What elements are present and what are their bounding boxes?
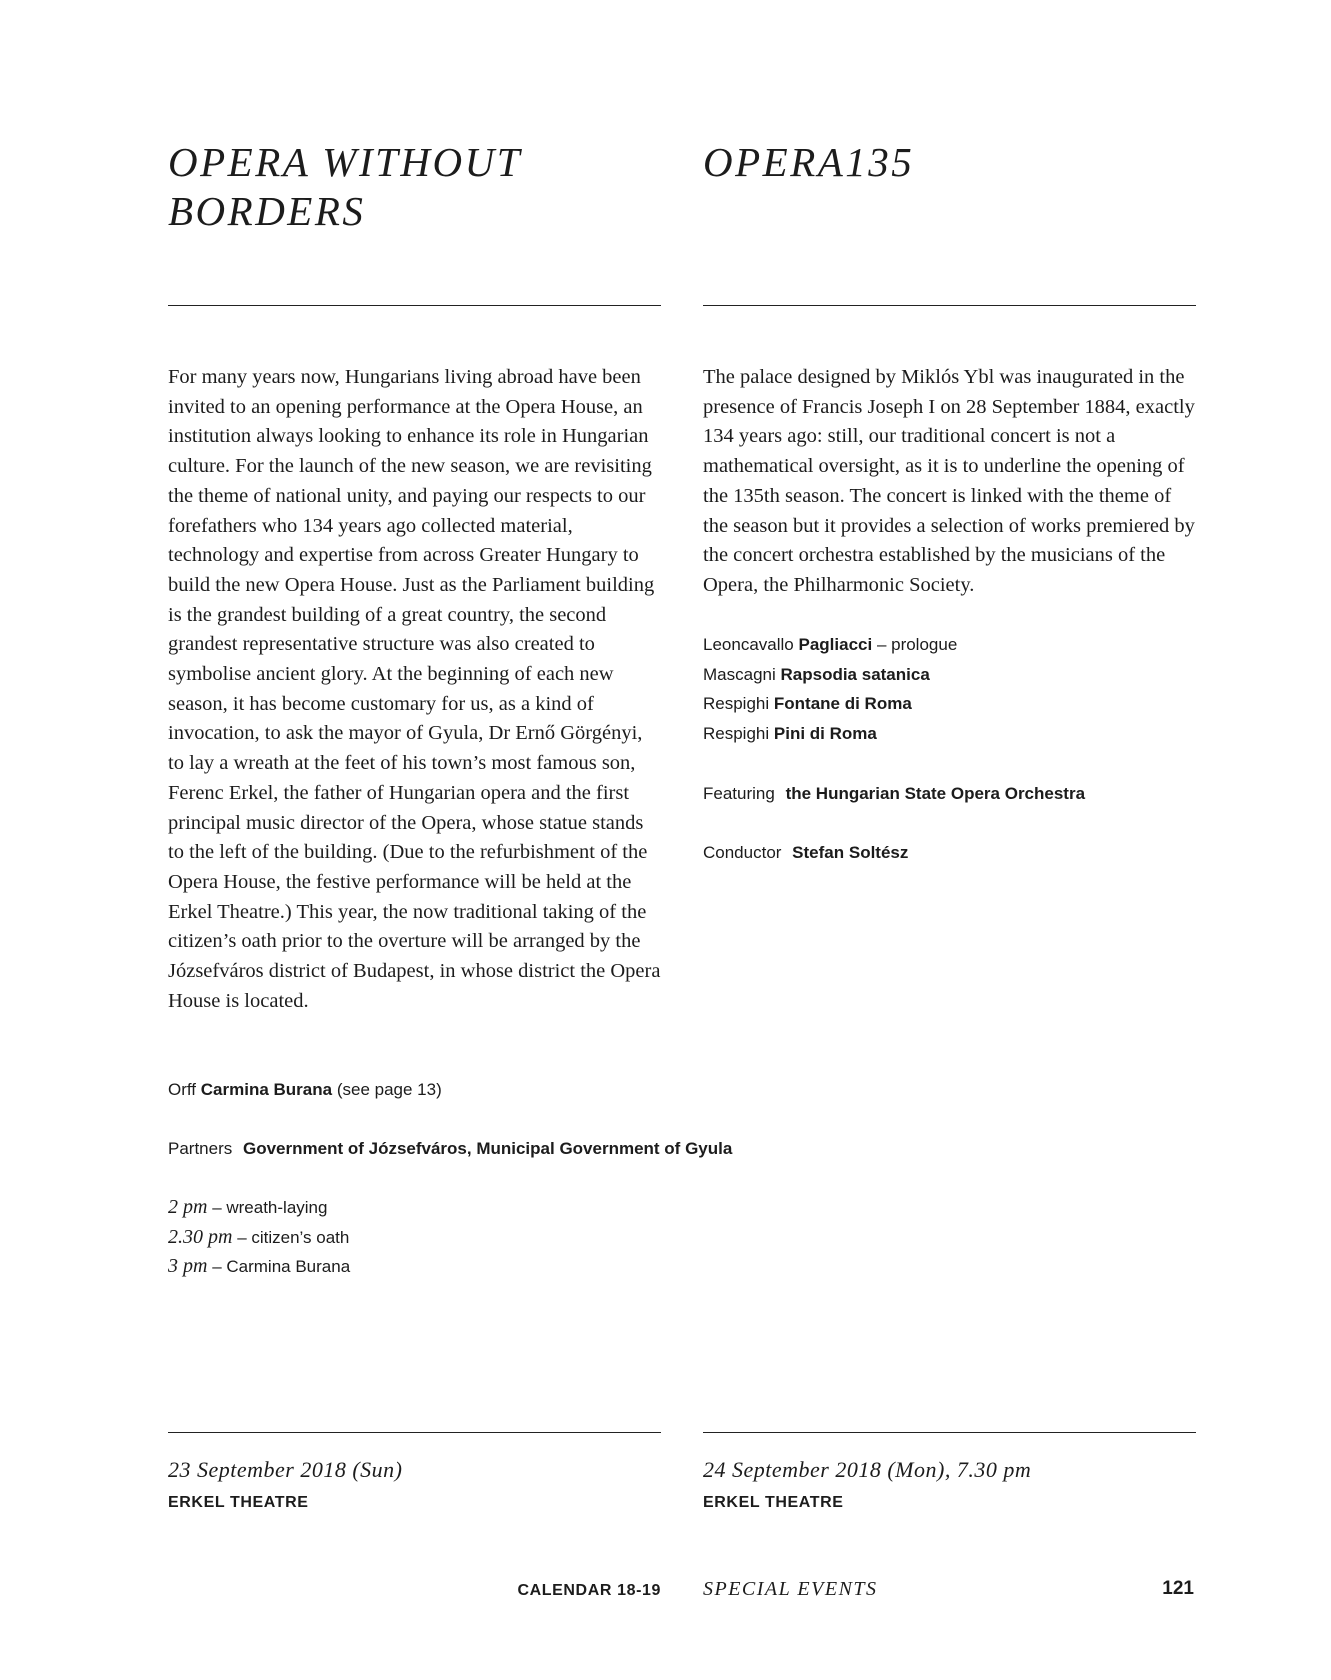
left-bottom-divider [168, 1432, 661, 1433]
partners-label: Partners [168, 1139, 233, 1158]
program-work: Fontane di Roma [773, 694, 912, 714]
program-composer: Respighi [703, 724, 770, 744]
right-bottom-divider [703, 1432, 1196, 1433]
schedule-event: – citizen’s oath [237, 1227, 350, 1247]
schedule-event: – wreath-laying [212, 1198, 328, 1217]
program-item [703, 719, 957, 749]
program-composer: Mascagni [703, 664, 776, 684]
conductor-line [703, 838, 908, 868]
partners-line [168, 1134, 732, 1164]
page-number: 121 [1162, 1578, 1194, 1599]
program-work: Pini di Roma [773, 724, 877, 744]
right-event-date: 24 September 2018 (Mon), 7.30 pm [703, 1457, 1032, 1482]
featuring-line [703, 779, 1085, 809]
footer-section-label: SPECIAL EVENTS [703, 1578, 878, 1600]
program-note: – prologue [876, 635, 958, 654]
left-event-date: 23 September 2018 (Sun) [168, 1457, 403, 1482]
right-program-list [703, 630, 957, 749]
right-event-venue: ERKEL THEATRE [703, 1494, 844, 1511]
schedule-item [168, 1193, 350, 1223]
partners-value: Government of Józsefváros, Municipal Government of Gyula [242, 1139, 733, 1158]
left-title-line-1: OPERA WITHOUT [168, 139, 523, 185]
program-work: Rapsodia satanica [780, 664, 930, 684]
schedule-event: – Carmina Burana [212, 1257, 351, 1277]
schedule-time: 2.30 pm [168, 1225, 233, 1248]
program-composer: Leoncavallo [703, 635, 794, 654]
featuring-value: the Hungarian State Opera Orchestra [785, 784, 1086, 803]
left-event-title [168, 138, 522, 236]
schedule-item [168, 1223, 350, 1253]
program-item [703, 630, 957, 660]
featuring-label: Featuring [703, 784, 775, 803]
left-description: For many years now, Hungarians living abroad have been invited to an opening performance at the Opera House, an institution always looking to enhance its role in Hungarian culture. For the launch of the new season, we are revisiting the theme of national unity, and paying our respects to our forefathers who 134 years ago collected material, technology and expertise from across Greater Hungary to build the new Opera House. Just as the Parliament building is the grandest building of a great country, the second grandest representative structure was also created to symbolise ancient glory. At the beginning of each new season, it has become customary for us, as a kind of invocation, to ask the mayor of Gyula, Dr Ernő Görgényi, to lay a wreath at the feet of his town’s most famous son, Ferenc Erkel, the father of Hungarian opera and the first principal music director of the Opera, whose statue stands to the left of the building. (Due to the refurbishment of the Opera House, the festive performance will be held at the Erkel Theatre.) This year, the now traditional taking of the citizen’s oath prior to the overture will be arranged by the Józsefváros district of Budapest, in whose district the Opera House is located. [168, 366, 661, 1012]
footer-calendar-label: CALENDAR 18-19 [517, 1582, 661, 1599]
program-item [703, 660, 957, 690]
right-top-divider [703, 305, 1196, 306]
schedule-item [168, 1252, 350, 1282]
program-work: Carmina Burana [200, 1080, 333, 1099]
left-program-line [168, 1075, 442, 1105]
conductor-label: Conductor [703, 843, 782, 862]
left-title-line-2: BORDERS [168, 188, 366, 234]
program-note: (see page 13) [336, 1080, 442, 1099]
schedule-time: 3 pm [168, 1255, 208, 1278]
program-composer: Orff [168, 1080, 197, 1099]
program-item [703, 689, 957, 719]
left-event-venue: ERKEL THEATRE [168, 1494, 309, 1511]
program-composer: Respighi [703, 694, 770, 714]
conductor-value: Stefan Soltész [792, 843, 909, 862]
right-event-title: OPERA135 [703, 139, 915, 185]
left-top-divider [168, 305, 661, 306]
program-work: Pagliacci [798, 635, 873, 654]
schedule-list [168, 1193, 350, 1282]
right-description: The palace designed by Miklós Ybl was inaugurated in the presence of Francis Joseph I on 28 September 1884, exactly 134 years ago: still, our traditional concert is not a mathematical oversight, as it is to underline the opening of the 135th season. The concert is linked with the theme of the season but it provides a selection of works premiered by the concert orchestra established by the musicians of the Opera, the Philharmonic Society. [703, 366, 1195, 596]
schedule-time: 2 pm [168, 1196, 208, 1218]
